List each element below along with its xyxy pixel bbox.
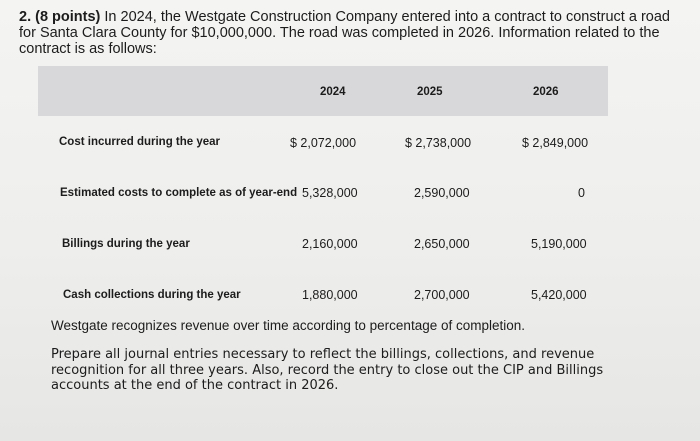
collections-2026: 5,420,000 (531, 288, 587, 302)
row-label-estimated-costs: Estimated costs to complete as of year-end (60, 187, 298, 199)
billings-2025: 2,650,000 (414, 237, 470, 251)
collections-2025: 2,700,000 (414, 288, 470, 302)
billings-2024: 2,160,000 (302, 237, 358, 251)
year-header-2024: 2024 (320, 86, 346, 98)
row-label-billings: Billings during the year (62, 238, 190, 250)
question-number: 2. (8 points) (19, 9, 101, 25)
year-header-2026: 2026 (533, 86, 559, 98)
cost-incurred-2026: $ 2,849,000 (522, 136, 589, 150)
revenue-note: Westgate recognizes revenue over time according to percentage of completion. (51, 318, 526, 333)
cost-incurred-2025: $ 2,738,000 (405, 136, 472, 150)
collections-2024: 1,880,000 (302, 288, 358, 302)
instructions: Prepare all journal entries necessary to reflect the billings, collections, and revenue recognition for all three years. Also, record the entry to close out the CIP and Billings accounts at the end of the contract in 2026. (51, 347, 604, 393)
estimated-costs-2026: 0 (578, 186, 585, 200)
question-text (19, 9, 687, 57)
cost-incurred-2024: $ 2,072,000 (290, 136, 357, 150)
question-body: In 2024, the Westgate Construction Company entered into a contract to construct a road for Santa Clara County for $10,000,000. The road was completed in 2026. Information related to the contract is as follows: (19, 9, 670, 57)
billings-2026: 5,190,000 (531, 237, 587, 251)
year-header-2025: 2025 (417, 86, 443, 98)
row-label-cash-collections: Cash collections during the year (63, 289, 241, 301)
row-label-cost-incurred: Cost incurred during the year (59, 136, 221, 148)
estimated-costs-2024: 5,328,000 (302, 186, 358, 200)
estimated-costs-2025: 2,590,000 (414, 186, 470, 200)
